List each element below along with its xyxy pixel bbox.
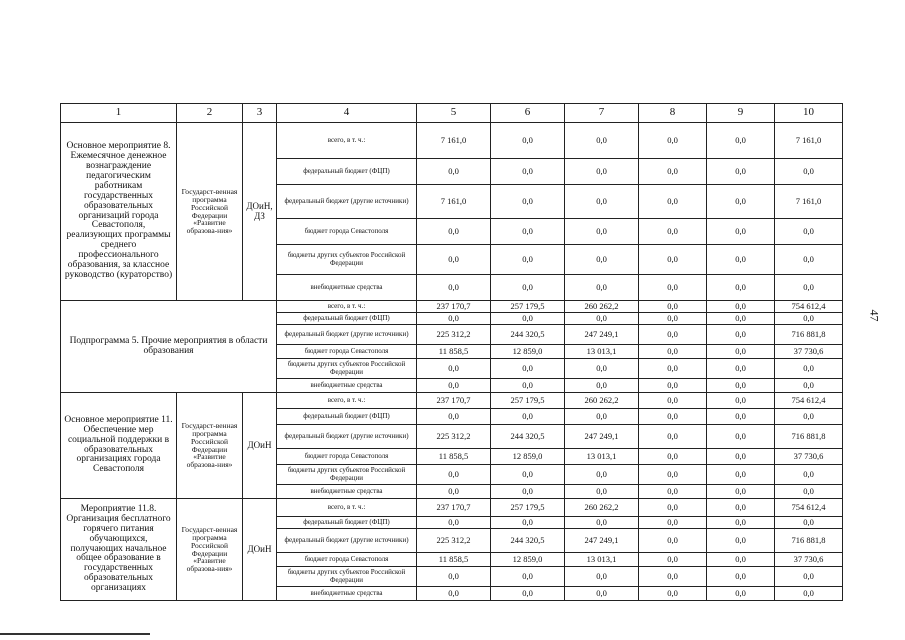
- amount-cell: 0,0: [491, 245, 565, 275]
- amount-cell: 12 859,0: [491, 553, 565, 567]
- amount-cell: 0,0: [707, 379, 775, 393]
- budget-table: [60, 103, 843, 601]
- amount-cell: 0,0: [417, 313, 491, 325]
- amount-cell: 0,0: [707, 499, 775, 517]
- funding-source-label: федеральный бюджет (ФЦП): [277, 409, 417, 425]
- document-page: [60, 103, 842, 601]
- amount-cell: 0,0: [417, 567, 491, 587]
- amount-cell: 0,0: [639, 325, 707, 345]
- funding-source-label: федеральный бюджет (другие источники): [277, 325, 417, 345]
- amount-cell: 754 612,4: [775, 393, 843, 409]
- amount-cell: 260 262,2: [565, 301, 639, 313]
- amount-cell: 0,0: [417, 275, 491, 301]
- amount-cell: 0,0: [707, 219, 775, 245]
- amount-cell: 0,0: [775, 517, 843, 529]
- amount-cell: 13 013,1: [565, 449, 639, 465]
- subprogram-title: Подпрограмма 5. Прочие мероприятия в области образования: [61, 301, 277, 393]
- amount-cell: 0,0: [707, 425, 775, 449]
- amount-cell: 0,0: [565, 123, 639, 159]
- amount-cell: 0,0: [707, 465, 775, 485]
- amount-cell: 0,0: [775, 245, 843, 275]
- amount-cell: 0,0: [707, 325, 775, 345]
- section-title: Мероприятие 11.8. Организация бесплатного горячего питания обучающихся, получающих начальное общее образование в государственных образовательных организациях: [61, 499, 177, 601]
- amount-cell: 0,0: [775, 485, 843, 499]
- amount-cell: 37 730,6: [775, 345, 843, 359]
- amount-cell: 247 249,1: [565, 529, 639, 553]
- amount-cell: 0,0: [565, 245, 639, 275]
- funding-source-label: бюджеты других субъектов Российской Федерации: [277, 465, 417, 485]
- amount-cell: 0,0: [565, 409, 639, 425]
- amount-cell: 0,0: [707, 123, 775, 159]
- amount-cell: 0,0: [491, 275, 565, 301]
- funding-source-label: всего, в т. ч.:: [277, 301, 417, 313]
- amount-cell: 0,0: [639, 245, 707, 275]
- amount-cell: 12 859,0: [491, 345, 565, 359]
- amount-cell: 225 312,2: [417, 529, 491, 553]
- amount-cell: 0,0: [565, 359, 639, 379]
- funding-source-label: всего, в т. ч.:: [277, 393, 417, 409]
- amount-cell: 257 179,5: [491, 393, 565, 409]
- amount-cell: 0,0: [707, 567, 775, 587]
- amount-cell: 0,0: [639, 313, 707, 325]
- amount-cell: 0,0: [639, 425, 707, 449]
- program-name: Государст-венная программа Российской Федерации «Развитие образова-ния»: [177, 123, 243, 301]
- amount-cell: 7 161,0: [775, 123, 843, 159]
- amount-cell: 0,0: [491, 465, 565, 485]
- amount-cell: 0,0: [775, 359, 843, 379]
- amount-cell: 257 179,5: [491, 301, 565, 313]
- amount-cell: 11 858,5: [417, 345, 491, 359]
- amount-cell: 37 730,6: [775, 449, 843, 465]
- amount-cell: 0,0: [565, 313, 639, 325]
- column-header: 1: [61, 104, 177, 123]
- amount-cell: 0,0: [707, 275, 775, 301]
- amount-cell: 0,0: [565, 567, 639, 587]
- funding-source-label: внебюджетные средства: [277, 275, 417, 301]
- executor: ДОиН, ДЗ: [243, 123, 277, 301]
- funding-source-label: федеральный бюджет (другие источники): [277, 425, 417, 449]
- column-header: 9: [707, 104, 775, 123]
- amount-cell: 0,0: [639, 359, 707, 379]
- column-header: 8: [639, 104, 707, 123]
- amount-cell: 0,0: [775, 275, 843, 301]
- amount-cell: 0,0: [639, 159, 707, 185]
- table-row: [61, 123, 843, 159]
- amount-cell: 0,0: [775, 465, 843, 485]
- amount-cell: 0,0: [417, 465, 491, 485]
- amount-cell: 716 881,8: [775, 325, 843, 345]
- amount-cell: 0,0: [639, 499, 707, 517]
- amount-cell: 0,0: [565, 275, 639, 301]
- amount-cell: 0,0: [775, 159, 843, 185]
- amount-cell: 0,0: [639, 185, 707, 219]
- amount-cell: 244 320,5: [491, 425, 565, 449]
- section-title: Основное мероприятие 8. Ежемесячное денежное вознаграждение педагогическим работникам государственных образовательных организаций города Севастополя, реализующих программы среднего профессионального образования, за классное руководство (кураторство): [61, 123, 177, 301]
- amount-cell: 247 249,1: [565, 425, 639, 449]
- amount-cell: 0,0: [491, 409, 565, 425]
- amount-cell: 716 881,8: [775, 529, 843, 553]
- amount-cell: 7 161,0: [417, 185, 491, 219]
- amount-cell: 0,0: [417, 379, 491, 393]
- amount-cell: 0,0: [491, 379, 565, 393]
- funding-source-label: внебюджетные средства: [277, 485, 417, 499]
- column-header: 3: [243, 104, 277, 123]
- amount-cell: 260 262,2: [565, 499, 639, 517]
- page-number: 47: [867, 309, 882, 322]
- amount-cell: 13 013,1: [565, 553, 639, 567]
- amount-cell: 0,0: [565, 485, 639, 499]
- amount-cell: 11 858,5: [417, 449, 491, 465]
- amount-cell: 0,0: [707, 485, 775, 499]
- amount-cell: 0,0: [639, 517, 707, 529]
- amount-cell: 0,0: [707, 345, 775, 359]
- table-row: [61, 393, 843, 409]
- funding-source-label: бюджет города Севастополя: [277, 553, 417, 567]
- amount-cell: 0,0: [707, 587, 775, 601]
- amount-cell: 237 170,7: [417, 499, 491, 517]
- amount-cell: 0,0: [417, 587, 491, 601]
- amount-cell: 0,0: [639, 553, 707, 567]
- amount-cell: 13 013,1: [565, 345, 639, 359]
- amount-cell: 0,0: [639, 449, 707, 465]
- amount-cell: 716 881,8: [775, 425, 843, 449]
- funding-source-label: бюджеты других субъектов Российской Федерации: [277, 245, 417, 275]
- amount-cell: 247 249,1: [565, 325, 639, 345]
- amount-cell: 0,0: [491, 517, 565, 529]
- amount-cell: 0,0: [707, 185, 775, 219]
- amount-cell: 0,0: [417, 409, 491, 425]
- amount-cell: 0,0: [565, 219, 639, 245]
- amount-cell: 0,0: [775, 567, 843, 587]
- program-name: Государст-венная программа Российской Федерации «Развитие образова-ния»: [177, 393, 243, 499]
- table-row: [61, 499, 843, 517]
- amount-cell: 754 612,4: [775, 301, 843, 313]
- amount-cell: 0,0: [565, 379, 639, 393]
- funding-source-label: федеральный бюджет (ФЦП): [277, 517, 417, 529]
- amount-cell: 0,0: [565, 587, 639, 601]
- amount-cell: 244 320,5: [491, 325, 565, 345]
- amount-cell: 0,0: [775, 219, 843, 245]
- amount-cell: 244 320,5: [491, 529, 565, 553]
- amount-cell: 0,0: [707, 393, 775, 409]
- amount-cell: 0,0: [707, 313, 775, 325]
- amount-cell: 0,0: [639, 275, 707, 301]
- amount-cell: 257 179,5: [491, 499, 565, 517]
- amount-cell: 0,0: [491, 485, 565, 499]
- amount-cell: 0,0: [491, 219, 565, 245]
- amount-cell: 0,0: [639, 345, 707, 359]
- amount-cell: 0,0: [491, 123, 565, 159]
- amount-cell: 0,0: [707, 359, 775, 379]
- amount-cell: 0,0: [417, 517, 491, 529]
- header-row: [61, 104, 843, 123]
- executor: ДОиН: [243, 393, 277, 499]
- column-header: 5: [417, 104, 491, 123]
- amount-cell: 0,0: [775, 409, 843, 425]
- funding-source-label: внебюджетные средства: [277, 587, 417, 601]
- amount-cell: 0,0: [639, 567, 707, 587]
- funding-source-label: бюджет города Севастополя: [277, 219, 417, 245]
- funding-source-label: бюджет города Севастополя: [277, 449, 417, 465]
- table-row: [61, 301, 843, 313]
- amount-cell: 0,0: [775, 587, 843, 601]
- amount-cell: 0,0: [565, 159, 639, 185]
- funding-source-label: внебюджетные средства: [277, 379, 417, 393]
- funding-source-label: федеральный бюджет (другие источники): [277, 529, 417, 553]
- amount-cell: 0,0: [639, 123, 707, 159]
- amount-cell: 0,0: [639, 465, 707, 485]
- amount-cell: 7 161,0: [775, 185, 843, 219]
- amount-cell: 11 858,5: [417, 553, 491, 567]
- amount-cell: 0,0: [707, 409, 775, 425]
- amount-cell: 0,0: [491, 587, 565, 601]
- amount-cell: 0,0: [707, 529, 775, 553]
- section-title: Основное мероприятие 11. Обеспечение мер социальной поддержки в образовательных организациях города Севастополя: [61, 393, 177, 499]
- funding-source-label: бюджеты других субъектов Российской Федерации: [277, 567, 417, 587]
- amount-cell: 0,0: [707, 553, 775, 567]
- column-header: 2: [177, 104, 243, 123]
- amount-cell: 237 170,7: [417, 393, 491, 409]
- amount-cell: 225 312,2: [417, 425, 491, 449]
- amount-cell: 237 170,7: [417, 301, 491, 313]
- amount-cell: 0,0: [775, 313, 843, 325]
- amount-cell: 0,0: [639, 393, 707, 409]
- column-header: 7: [565, 104, 639, 123]
- amount-cell: 0,0: [417, 219, 491, 245]
- amount-cell: 260 262,2: [565, 393, 639, 409]
- divider: [0, 633, 150, 635]
- amount-cell: 0,0: [639, 529, 707, 553]
- amount-cell: 0,0: [417, 159, 491, 185]
- amount-cell: 0,0: [565, 185, 639, 219]
- amount-cell: 0,0: [491, 159, 565, 185]
- amount-cell: 0,0: [491, 567, 565, 587]
- funding-source-label: федеральный бюджет (другие источники): [277, 185, 417, 219]
- amount-cell: 0,0: [639, 587, 707, 601]
- amount-cell: 0,0: [639, 219, 707, 245]
- amount-cell: 0,0: [707, 449, 775, 465]
- amount-cell: 0,0: [707, 301, 775, 313]
- table-body: [61, 104, 843, 601]
- amount-cell: 37 730,6: [775, 553, 843, 567]
- program-name: Государст-венная программа Российской Федерации «Развитие образова-ния»: [177, 499, 243, 601]
- amount-cell: 12 859,0: [491, 449, 565, 465]
- column-header: 10: [775, 104, 843, 123]
- funding-source-label: всего, в т. ч.:: [277, 499, 417, 517]
- amount-cell: 0,0: [707, 245, 775, 275]
- amount-cell: 0,0: [491, 185, 565, 219]
- amount-cell: 0,0: [639, 379, 707, 393]
- amount-cell: 0,0: [417, 485, 491, 499]
- amount-cell: 0,0: [491, 313, 565, 325]
- amount-cell: 0,0: [639, 409, 707, 425]
- amount-cell: 0,0: [639, 301, 707, 313]
- amount-cell: 0,0: [775, 379, 843, 393]
- column-header: 6: [491, 104, 565, 123]
- amount-cell: 0,0: [417, 359, 491, 379]
- funding-source-label: всего, в т. ч.:: [277, 123, 417, 159]
- amount-cell: 0,0: [565, 465, 639, 485]
- amount-cell: 0,0: [639, 485, 707, 499]
- amount-cell: 0,0: [707, 517, 775, 529]
- funding-source-label: федеральный бюджет (ФЦП): [277, 313, 417, 325]
- funding-source-label: федеральный бюджет (ФЦП): [277, 159, 417, 185]
- column-header: 4: [277, 104, 417, 123]
- amount-cell: 7 161,0: [417, 123, 491, 159]
- amount-cell: 754 612,4: [775, 499, 843, 517]
- amount-cell: 225 312,2: [417, 325, 491, 345]
- funding-source-label: бюджеты других субъектов Российской Федерации: [277, 359, 417, 379]
- amount-cell: 0,0: [707, 159, 775, 185]
- amount-cell: 0,0: [491, 359, 565, 379]
- amount-cell: 0,0: [417, 245, 491, 275]
- executor: ДОиН: [243, 499, 277, 601]
- funding-source-label: бюджет города Севастополя: [277, 345, 417, 359]
- amount-cell: 0,0: [565, 517, 639, 529]
